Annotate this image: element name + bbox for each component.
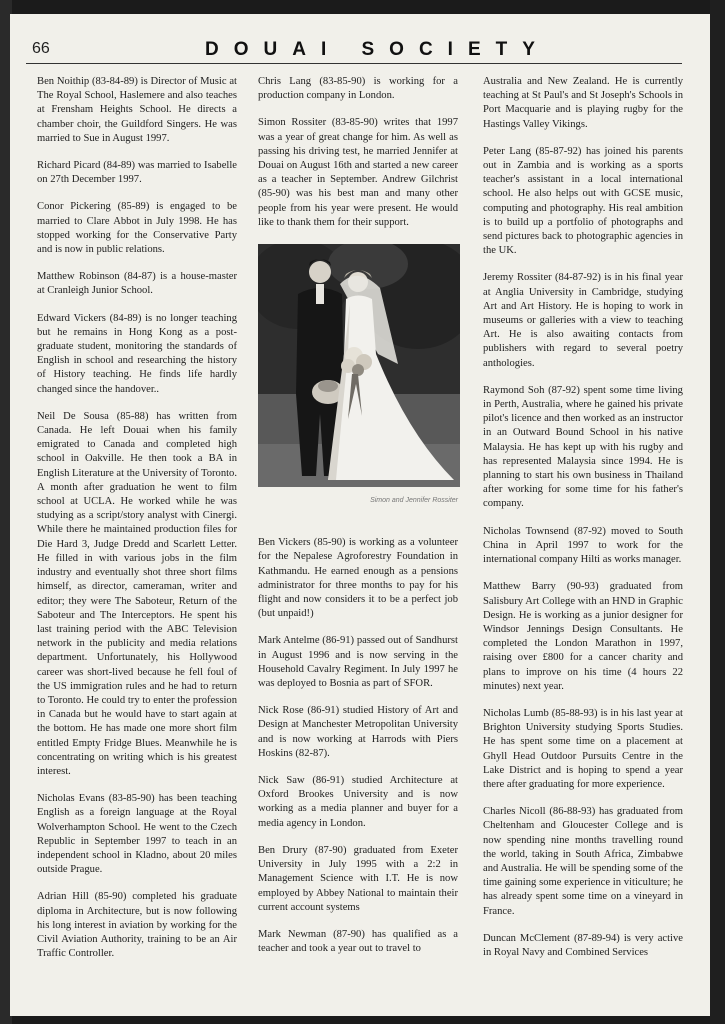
entry-name: Nick Rose	[258, 705, 304, 717]
column-3	[483, 75, 683, 973]
entry-text: (83-84-89) is Director of Music at The Royal School, Haslemere and also teaches at Frensham Heights School. He directs a chamber choir, the Guildford Singers. He was married to Sue in August 1997.	[37, 76, 237, 144]
entry-text: (87-92) moved to South China in April 1997 to work for the international company Hilti as works manager.	[483, 525, 683, 566]
entry-name: Simon Rossiter	[258, 117, 327, 129]
entry-name: Conor Pickering	[37, 201, 111, 213]
entry	[37, 159, 237, 187]
entry-text: (83-85-90) is working for a production company in London.	[258, 76, 458, 102]
entry	[258, 844, 458, 915]
entry-name: Adrian Hill	[37, 891, 89, 903]
entry-name: Richard Picard	[37, 160, 101, 172]
entry	[483, 384, 683, 512]
entry	[483, 271, 683, 370]
wedding-photo-block	[258, 244, 458, 508]
entry	[483, 932, 683, 960]
entry-name: Mark Antelme	[258, 635, 320, 647]
page-edge	[710, 0, 725, 1024]
entry-text: (86-88-93) has graduated from Cheltenham and Gloucester College and is now spending nine months travelling round the world, taking in South Africa, Zimbabwe and Australia. He will be spending some of the time gaining some experience in viticulture; he has already spent some time on a vineyard in France.	[483, 806, 683, 917]
entry	[258, 774, 458, 831]
entry-name: Matthew Robinson	[37, 271, 120, 283]
entry-text: (90-93) graduated from Salisbury Art College with an HND in Graphic Design. He is working as a junior designer for Windsor Jennings Design Consultants. He completed the London Marathon in 1997, raising over £800 for a cancer charity and plans to improve on his time (4 hours 22 minutes) next year.	[483, 581, 683, 692]
entry-text: (85-90) is working as a volunteer for the Nepalese Agroforestry Foundation in Kathmandu. He earned enough as a pensions administrator for three months to pay for his flight and now considers it to be a perfect job (but unpaid!)	[258, 537, 458, 620]
entry	[37, 890, 237, 961]
entry	[483, 580, 683, 694]
entry-text: (87-92) spent some time living in Perth, Australia, where he gained his private pilot's licence and then worked as an instructor in an Outward Bound School in his native Malaysia. He has kept up with his rugby and has represented Malaysia since 1994. He is planning to start his own business in Thailand after working for some time for his father's company.	[483, 384, 683, 510]
entry-text: (84-89) was married to Isabelle on 27th December 1997.	[37, 160, 237, 186]
entry	[258, 928, 458, 956]
entry-text: (86-91) passed out of Sandhurst in August 1996 and is now serving in the Household Cavalry Regiment. In July 1997 he was deployed to Bosnia as part of SFOR.	[258, 635, 458, 690]
entry-text: (85-87-92) has joined his parents out in Zambia and is working as a sports teacher's assistant in a local international school. He also helps out with GCSE music, computing and photography. His real ambition is to build up a portfolio of photographs and send pictures back to photographic agencies in the UK.	[483, 145, 683, 257]
entry-name: Nicholas Lumb	[483, 707, 549, 719]
entry-text: (84-87) is a house-master at Cranleigh Junior School.	[37, 271, 237, 297]
entry-text: (83-85-90) has been teaching English as a foreign language at the Royal Wolverhampton School. He went to the Czech Republic in September 1997 to teach in an independent school in Kladno, about 20 miles outside Prague.	[37, 793, 237, 876]
photo-caption: Simon and Jennifer Rossiter	[370, 497, 458, 505]
column-1	[37, 75, 237, 974]
entry-text: (87-90) graduated from Exeter University in July 1995 with a 2:2 in Management Science with I.T. He is now employed by Abbey National to maintain their current account systems	[258, 844, 458, 913]
entry-name: Nicholas Evans	[37, 793, 105, 805]
entry-name: Mark Newman	[258, 928, 327, 940]
entry-name: Matthew Barry	[483, 581, 556, 593]
entry	[37, 410, 237, 779]
entry-text: (87-90) has qualified as a teacher and took a year out to travel to	[258, 928, 458, 955]
entry	[37, 75, 237, 146]
entry-text: (84-87-92) is in his final year at Anglia University in Cambridge, studying Art and Art History. He is hoping to work in museums or galleries with a view to teaching Art. He is also awaiting contacts from publishers with regard to several poetry anthologies.	[483, 272, 683, 369]
entry-text: (86-91) studied History of Art and Design at Manchester Metropolitan University and is now working at Harrods with Piers Hoskins (82-87).	[258, 705, 459, 759]
entry	[483, 707, 683, 792]
entry	[258, 75, 458, 103]
entry-name: Ben Drury	[258, 844, 308, 856]
entry-name: Jeremy Rossiter	[483, 272, 552, 284]
entry-text: (86-91) studied Architecture at Oxford Brookes University and is now working as a media planner and buyer for a media agency in London.	[258, 775, 458, 829]
page-title: DOUAI SOCIETY	[205, 39, 550, 60]
entry-text: Australia and New Zealand. He is currently teaching at St Paul's and St Joseph's Schools in Port Macquarie and is playing rugby for the Hastings Valley Vikings.	[483, 76, 683, 130]
entry	[258, 634, 458, 691]
entry	[37, 792, 237, 877]
entry-name: Peter Lang	[483, 145, 532, 157]
entry-text: (84-89) is no longer teaching but he remains in Hong Kong as a post-graduate student, monitoring the standards of English in school and researching the history of History teaching. He finds life hardly changed since the handover..	[37, 312, 237, 395]
entry-text: (85-88) has written from Canada. He left Douai when his family emigrated to Canada and completed high school in Oakville. He then took a BA in English Literature at the University of Toronto. A month after graduation he went to film school at UCLA. He worked while he was studying as a script/story analyst with Cinergi. While there he maintained production files for Die Hard 3, Judge Dredd and Scarlett Letter. He filled in with various jobs in the film industry and eventually shot three short films himself, as director, cameraman, writer and editor; they were The Saboteur, Return of the Saboteur and The Interceptors. He spent his last training period with the ABC Television network in the publicity and media relations department. Unfortunately, his Hollywood career was short-lived because he fell foul of the US immigration rules and he had to return to Toronto. He could try to enter the profession in Canada but he would have to start again at the bottom. He has made one more short film entitled Empty Fridge Blues. Meanwhile he is concentrating on writing which is his greatest interest.	[37, 410, 238, 777]
entry-name: Ben Vickers	[258, 537, 311, 549]
entry-text: (85-90) completed his graduate diploma in Architecture, but is now following his long interest in aviation by working for the Civil Aviation Authority, training to be an Air Traffic Controller.	[37, 891, 237, 960]
entry-name: Nick Saw	[258, 775, 305, 787]
entry-name: Chris Lang	[258, 76, 312, 87]
entry-name: Neil De Sousa	[37, 410, 109, 422]
column-2	[258, 75, 458, 969]
entry-name: Duncan McClement	[483, 932, 570, 944]
page-number: 66	[32, 40, 50, 57]
entry	[483, 145, 683, 259]
wedding-photo	[258, 244, 460, 487]
entry	[483, 75, 683, 132]
header-rule	[26, 63, 682, 64]
entry	[483, 525, 683, 568]
entry	[258, 116, 458, 230]
entry-name: Raymond Soh	[483, 384, 545, 396]
entry-name: Edward Vickers	[37, 312, 106, 324]
entry	[258, 704, 458, 761]
entry	[258, 536, 458, 621]
entry-text: (83-85-90) writes that 1997 was a year of great change for him. As well as passing his driving test, he married Jennifer at Douai on August 16th and started a new career as a teacher in September. Andrew Gilchrist (85-90) was his best man and many other people from his year were present. He would like to thank them for their support.	[258, 117, 459, 228]
entry-text: (87-89-94) is very active in Royal Navy and Combined Services	[483, 932, 683, 958]
entry	[37, 200, 237, 257]
entry-text: (85-88-93) is in his last year at Brighton University studying Sports Studies. He has spent some time on a placement at Ghyll Head Outdoor Pursuits Centre in the Lake District and is hoping to spend a year there after graduating for more experience.	[483, 707, 683, 790]
entry-name: Ben Noithip	[37, 76, 90, 87]
entry	[483, 805, 683, 919]
entry-text: (85-89) is engaged to be married to Clare Abbot in July 1998. He has stopped working for the Conservative Party and is now in public relations.	[37, 201, 237, 256]
entry-name: Charles Nicoll	[483, 806, 546, 818]
entry	[37, 270, 237, 298]
entry	[37, 312, 237, 397]
entry-name: Nicholas Townsend	[483, 525, 569, 537]
